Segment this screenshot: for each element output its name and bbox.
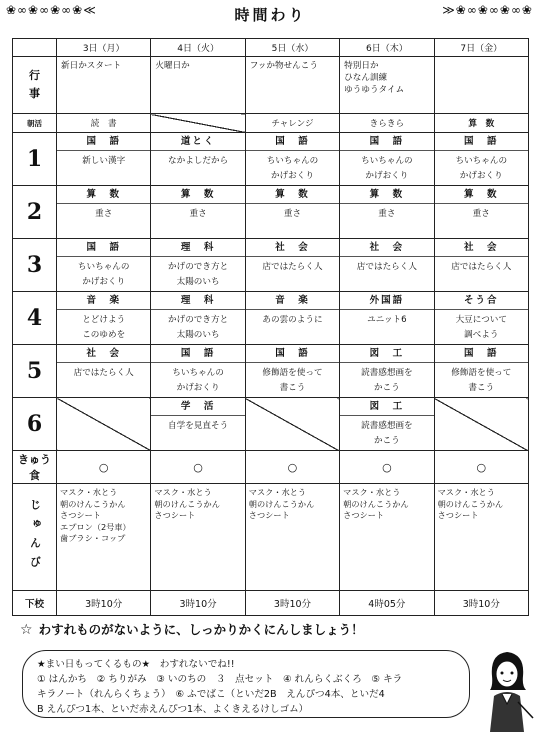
period-row — [13, 239, 529, 292]
kyushoku-cell: ○ — [434, 451, 528, 484]
period-cell — [151, 345, 245, 398]
junbi-row — [13, 484, 529, 591]
subject-name: 音 楽 — [57, 292, 150, 310]
gekou-row — [13, 591, 529, 616]
lesson-content: ユニット6 — [367, 315, 407, 325]
reminder-bubble — [22, 650, 470, 718]
lesson-content: 読書感想画を かこう — [361, 421, 413, 446]
page-title: 時間わり — [234, 6, 307, 24]
slogan-text: わすれものがないように、しっかりかくにんしましょう！ — [38, 622, 364, 637]
day-header: 5日（水） — [245, 39, 339, 57]
gyoji-label: 行 事 — [13, 57, 57, 114]
lesson-content: ちいちゃんの かげおくり — [361, 156, 413, 181]
lesson-content: 修飾語を使って 書こう — [451, 368, 512, 393]
chokatsu-label: 朝活 — [13, 114, 57, 133]
lesson-content: あの雲のように — [262, 315, 323, 325]
star-icon: ☆ — [20, 622, 33, 638]
gyoji-cell: 新日かスタート — [57, 57, 151, 114]
gyoji-cell — [434, 57, 528, 114]
period-cell-empty — [434, 398, 528, 451]
header — [0, 0, 541, 34]
period-cell — [245, 345, 339, 398]
period-cell — [151, 292, 245, 345]
chokatsu-cell: チャレンジ — [245, 114, 339, 133]
subject-name: 道とく — [151, 133, 244, 151]
period-cell — [151, 239, 245, 292]
lesson-content: 修飾語を使って 書こう — [262, 368, 323, 393]
lesson-content: 大豆について 調べよう — [455, 315, 507, 340]
lesson-content: ちいちゃんの かげおくり — [77, 262, 130, 287]
gyoji-cell: 特別日か ひなん訓練 ゆうゆうタイム — [340, 57, 434, 114]
period-number: 6 — [13, 398, 57, 451]
period-cell — [340, 133, 434, 186]
lesson-content: 重さ — [472, 209, 490, 219]
period-cell — [57, 186, 151, 239]
lesson-content: とどけよう このゆめを — [82, 315, 126, 340]
period-row — [13, 186, 529, 239]
reminder-line: B えんぴつ1本、といだ赤えんぴつ1本、よくきえるけしゴム） — [37, 704, 309, 715]
gekou-cell: 4時05分 — [340, 591, 434, 616]
lesson-content: 店ではたらく人 — [262, 262, 323, 272]
periods-body — [13, 133, 529, 451]
period-cell — [340, 239, 434, 292]
period-cell — [151, 186, 245, 239]
gekou-cell: 3時10分 — [434, 591, 528, 616]
junbi-cell: マスク・水とう 朝のけんこうかん さつシート エプロン（2号車） 歯ブラシ・コップ — [57, 484, 151, 591]
period-cell — [340, 292, 434, 345]
lesson-content: 自学を見直そう — [168, 421, 229, 431]
lesson-content: 重さ — [189, 209, 207, 219]
kyushoku-label: きゅう食 — [13, 451, 57, 484]
kyushoku-row — [13, 451, 529, 484]
period-cell — [434, 292, 528, 345]
lesson-content: かげのでき方と 太陽のいち — [168, 315, 229, 340]
lesson-content: かげのでき方と 太陽のいち — [168, 262, 229, 287]
period-cell — [245, 133, 339, 186]
period-cell — [151, 398, 245, 451]
subject-name: 算 数 — [57, 186, 150, 204]
period-cell — [434, 186, 528, 239]
subject-name: 国 語 — [151, 345, 244, 363]
period-row — [13, 345, 529, 398]
period-number: 3 — [13, 239, 57, 292]
junbi-cell: マスク・水とう 朝のけんこうかん さつシート — [151, 484, 245, 591]
subject-name: 国 語 — [246, 133, 339, 151]
period-cell — [57, 133, 151, 186]
gekou-cell: 3時10分 — [151, 591, 245, 616]
subject-name: 音 楽 — [246, 292, 339, 310]
subject-name: 算 数 — [151, 186, 244, 204]
subject-name: 社 会 — [435, 239, 528, 257]
kyushoku-cell: ○ — [57, 451, 151, 484]
period-row — [13, 398, 529, 451]
subject-name: 国 語 — [246, 345, 339, 363]
period-cell — [340, 398, 434, 451]
flower-decoration-right: ≫❀∞❀∞❀∞❀ — [442, 3, 533, 17]
subject-name: 図 工 — [340, 398, 433, 416]
chokatsu-row — [13, 114, 529, 133]
subject-name: 国 語 — [57, 239, 150, 257]
junbi-label: じゅんび — [13, 484, 57, 591]
subject-name: 算 数 — [435, 186, 528, 204]
period-cell — [434, 133, 528, 186]
lesson-content: なかよしだから — [168, 156, 229, 166]
subject-name: 学 活 — [151, 398, 244, 416]
period-cell — [340, 345, 434, 398]
period-number: 1 — [13, 133, 57, 186]
lesson-content: 店ではたらく人 — [451, 262, 512, 272]
period-row — [13, 292, 529, 345]
lesson-content: ちいちゃんの かげおくり — [266, 156, 319, 181]
period-cell — [245, 186, 339, 239]
chokatsu-cell: きらきら — [340, 114, 434, 133]
day-header: 3日（月） — [57, 39, 151, 57]
slogan — [20, 620, 364, 638]
corner-cell — [13, 39, 57, 57]
flower-decoration-left: ❀∞❀∞❀∞❀≪ — [6, 3, 97, 17]
period-number: 2 — [13, 186, 57, 239]
period-cell — [434, 239, 528, 292]
period-cell — [340, 186, 434, 239]
subject-name: 外国語 — [340, 292, 433, 310]
period-cell — [151, 133, 245, 186]
lesson-content: 読書感想画を かこう — [361, 368, 413, 393]
kyushoku-cell: ○ — [245, 451, 339, 484]
period-cell — [434, 345, 528, 398]
subject-name: 国 語 — [340, 133, 433, 151]
gekou-label: 下校 — [13, 591, 57, 616]
lesson-content: 店ではたらく人 — [73, 368, 134, 378]
period-number: 4 — [13, 292, 57, 345]
subject-name: 社 会 — [57, 345, 150, 363]
subject-name: そう合 — [435, 292, 528, 310]
period-cell — [57, 345, 151, 398]
junbi-cell: マスク・水とう 朝のけんこうかん さつシート — [340, 484, 434, 591]
period-cell — [57, 292, 151, 345]
lesson-content: 新しい漢字 — [82, 156, 126, 166]
reminder-line: キラノート（れんらくちょう） ⑥ ふでばこ（といだ2B えんぴつ4本、といだ4 — [37, 689, 385, 700]
day-header: 6日（木） — [340, 39, 434, 57]
lesson-content: 重さ — [283, 209, 302, 219]
reminder-line: ★まい日もってくるもの★ わすれないでね!! — [37, 659, 235, 670]
lesson-content: ちいちゃんの かげおくり — [172, 368, 224, 393]
period-cell-empty — [57, 398, 151, 451]
kyushoku-cell: ○ — [151, 451, 245, 484]
teacher-illustration-icon — [478, 646, 536, 732]
kyushoku-cell: ○ — [340, 451, 434, 484]
reminder-line: ① はんかち ② ちりがみ ③ いのちの ３ 点セット ④ れんらくぶくろ ⑤ キラ — [37, 674, 403, 685]
period-cell-empty — [245, 398, 339, 451]
gyoji-cell: 火曜日か — [151, 57, 245, 114]
gyoji-row — [13, 57, 529, 114]
lesson-content: ちいちゃんの かげおくり — [455, 156, 508, 181]
subject-name: 理 科 — [151, 239, 244, 257]
lesson-content: 重さ — [95, 209, 113, 219]
subject-name: 算 数 — [246, 186, 339, 204]
gekou-cell: 3時10分 — [57, 591, 151, 616]
subject-name: 理 科 — [151, 292, 244, 310]
gyoji-cell: フッか物せんこう — [245, 57, 339, 114]
day-header: 7日（金） — [434, 39, 528, 57]
chokatsu-cell: 読 書 — [57, 114, 151, 133]
day-header-row — [13, 39, 529, 57]
period-cell — [57, 239, 151, 292]
lesson-content: 重さ — [378, 209, 396, 219]
lesson-content: 店ではたらく人 — [356, 262, 417, 272]
day-header: 4日（火） — [151, 39, 245, 57]
subject-name: 国 語 — [435, 133, 528, 151]
junbi-cell: マスク・水とう 朝のけんこうかん さつシート — [245, 484, 339, 591]
subject-name: 国 語 — [57, 133, 150, 151]
junbi-cell: マスク・水とう 朝のけんこうかん さつシート — [434, 484, 528, 591]
subject-name: 社 会 — [340, 239, 433, 257]
gekou-cell: 3時10分 — [245, 591, 339, 616]
subject-name: 図 工 — [340, 345, 433, 363]
period-number: 5 — [13, 345, 57, 398]
chokatsu-cell-empty — [151, 114, 245, 133]
chokatsu-cell: 算 数 — [434, 114, 528, 133]
period-row — [13, 133, 529, 186]
timetable — [12, 38, 529, 616]
period-cell — [245, 239, 339, 292]
period-cell — [245, 292, 339, 345]
subject-name: 社 会 — [246, 239, 339, 257]
subject-name: 算 数 — [340, 186, 433, 204]
subject-name: 国 語 — [435, 345, 528, 363]
